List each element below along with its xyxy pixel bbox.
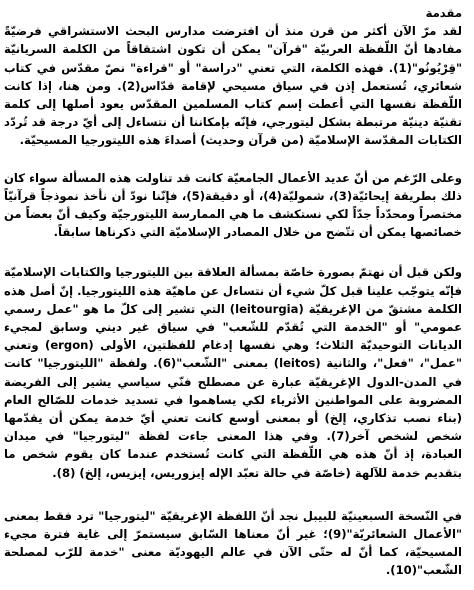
paragraph-previous-works: وعلى الرّغم من أنّ عديد الأعمال الجامعيّة كانت قد تناولت هذه المسألة سواء كان ذلك بطريقة إيحائيّة(3)، شموليّة(4)، أو دقيقة(5)، فإنّنا نودّ أن نأخذ نموذجاً قرآنيّاً مختصراً ومحدّداً جدّاً لكي نستكشف ما هي الممارسة الليتورجيّة وكيف أنّ بعضاً من خصائصها يمكن أن تتّضح من خلال المصادر الإسلاميّة التي ذكرناها سابقاً. [4, 170, 462, 240]
paragraph-liturgy-definition: ولكن قبل أن نهتمّ بصورة خاصّة بمسألة العلاقة بين الليتورجيا والكتابات الإسلاميّة فإنّه يتوجّب علينا قبل كلّ شيء أن نتساءل عن ماهيّة هذه الليتورجيا. إنّ أصل هذه الكلمة مشتقّ من الإغريقيّة (leitourgia) التي تشير إلى كلّ ما هو "عمل رسمي عمومي" أو "الخدمة التي تُقدّم للشّعب" في سياق غير ديني وسابق لمجيء الديانات التوحيديّة الثلاث؛ وهي نفسها إدغام للفظتين، الأولى (ergon) وتعني "عمل"، "فعل"، والثانية (leitos) بمعنى "الشّعب"(6). ولفظة "الليتورجيا" كانت في المدن-الدول الإغريقيّة عبارة عن مصطلح فنّي سياسي يشير إلى الفريضة المضروبة على المواطنين الأثرياء لكي يساهموا في تسديد خدمات للصّالح العام (بناء نصب تذكاري، إلخ) أو بمعنى أوسع كانت تعني أيّ خدمة يمكن أن يقدّمها شخص لشخص آخر(7). وفي هذا المعنى جاءت لفظة "ليتورجيا" في ميدان العبادة، إذ أنّ هذه هي اللّفظة التي كانت تُستخدم عندما كان يقوم شخص ما بتقديم خدمة للآلهة (خاصّة في حالة تعبّد الإله إيزوريس، إيزيس، إلخ) (8). [4, 265, 462, 480]
paragraph-septuagint: في النّسخة السبعينيّة للبيبل نجد أنّ اللفظة الإغريقيّة "ليتورجيا" ترد فقط بمعنى "الأعمال الشعائريّة"(9)؛ غير أنّ معناها السّابق سيستمرّ إلى غاية فترة مجيء المسيحيّة، كما أنّ له حتّى الآن في عالم اليهوديّة معنى "خدمة للرّب لمصلحة الشّعب"(10). [4, 508, 462, 578]
paragraph-quran-origin: لقد مرّ الآن أكثر من قرن منذ أن افترضت مدارس البحث الاستشراقي فرضيّةً مفادها أنّ اللّفظة العربيّة "قرآن" يمكن أن تكون اشتقاقاً من الكلمة السريانيّة "قِرْيُونُو"(1). فهذه الكلمة، التي تعني "دراسة" أو "قراءة" نصّ مقدّس في كتاب شعائري، تُستعمل إذن في سياق مسيحي لإقامة قدّاس(2). ومن هنا، إذا كانت اللّفظة نفسها التي أعطت إسم كتاب المسلمين المقدّس يعود أصلها إلى كلمة تقنيّة دينيّة مرتبطة بشكل ليتورجي، فإنّه بإمكاننا أن نتساءل إلى أيّ درجة قد تُردّد الكتابات المقدّسة الإسلاميّة (من قرآن وحديث) أصداءَ هذه الليتورجيا المسيحيّة. [4, 24, 462, 148]
document-page [4, 4, 462, 584]
document-title: مقدمة [425, 6, 462, 20]
